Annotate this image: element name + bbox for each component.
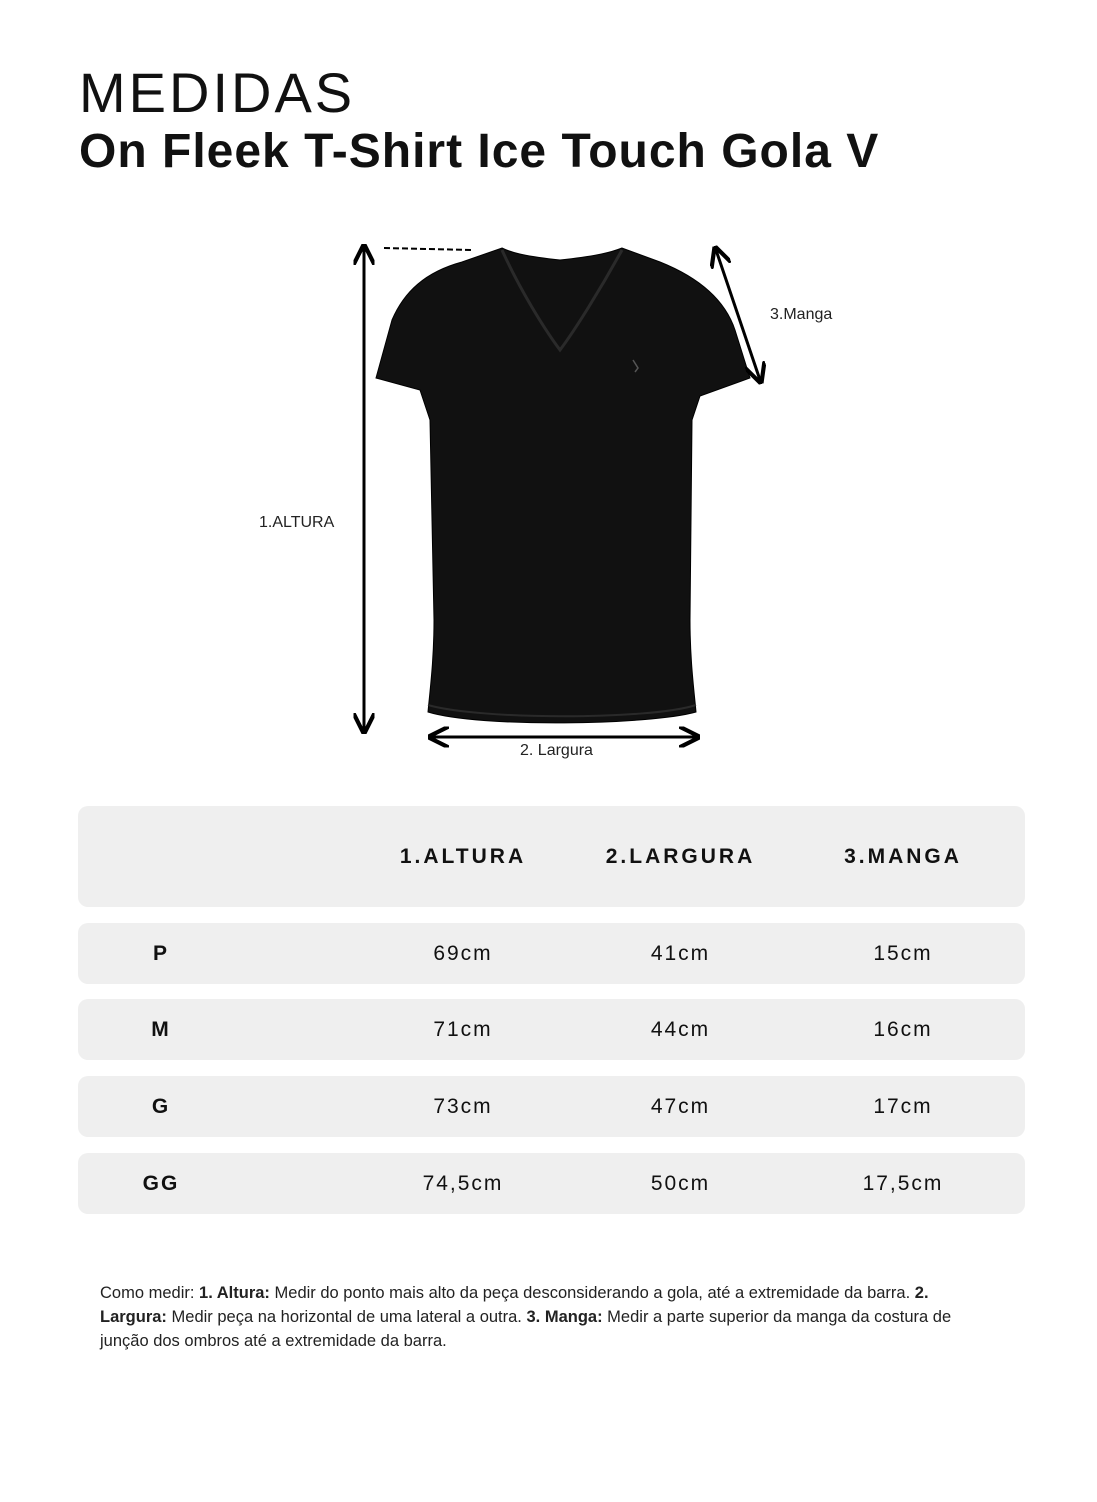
largura-cell: 47cm (650, 1094, 711, 1118)
table-row-p (78, 923, 1025, 984)
product-name: On Fleek T-Shirt Ice Touch Gola V (79, 125, 880, 178)
howto-t2: Medir peça na horizontal de uma lateral a outra. (166, 1307, 527, 1326)
table-row-g (78, 1076, 1025, 1137)
size-cell: M (151, 1017, 171, 1041)
altura-cell: 71cm (433, 1017, 493, 1041)
howto-h2: 2. Largura: (100, 1283, 929, 1326)
howto-h3: 3. Manga: (526, 1307, 603, 1326)
size-cell: G (151, 1094, 171, 1118)
header-manga: 3.MANGA (844, 844, 962, 868)
size-cell: P (152, 941, 169, 965)
manga-cell: 17,5cm (862, 1171, 944, 1195)
size-table-header (78, 806, 1025, 907)
tshirt-illustration (0, 200, 1097, 780)
howto-t3: Medir a parte superior da manga da costura de junção dos ombros até a extremidade da barra. (100, 1307, 952, 1350)
manga-cell: 17cm (873, 1094, 933, 1118)
measurement-diagram (0, 200, 1097, 780)
altura-cell: 74,5cm (422, 1171, 504, 1195)
howto-h1: 1. Altura: (199, 1283, 270, 1302)
howto-t1: Medir do ponto mais alto da peça desconsiderando a gola, até a extremidade da barra. (269, 1283, 915, 1302)
manga-cell: 15cm (873, 941, 933, 965)
largura-cell: 44cm (650, 1017, 711, 1041)
header-largura: 2.LARGURA (605, 844, 756, 868)
manga-cell: 16cm (873, 1017, 933, 1041)
header-size (98, 806, 224, 907)
page-title: MEDIDAS (79, 61, 356, 124)
size-cell: GG (142, 1171, 180, 1195)
altura-cell: 69cm (433, 941, 493, 965)
tshirt-icon (376, 248, 750, 723)
sleeve-label: 3.Manga (770, 306, 833, 323)
table-row-gg (78, 1153, 1025, 1214)
header-altura: 1.ALTURA (399, 844, 527, 868)
largura-cell: 50cm (650, 1171, 711, 1195)
height-label: 1.ALTURA (259, 514, 335, 531)
altura-cell: 73cm (433, 1094, 493, 1118)
howto-intro: Como medir: (100, 1283, 200, 1302)
how-to-measure-text (100, 1281, 990, 1353)
largura-cell: 41cm (650, 941, 711, 965)
table-row-m (78, 999, 1025, 1060)
width-label: 2. Largura (520, 742, 593, 759)
